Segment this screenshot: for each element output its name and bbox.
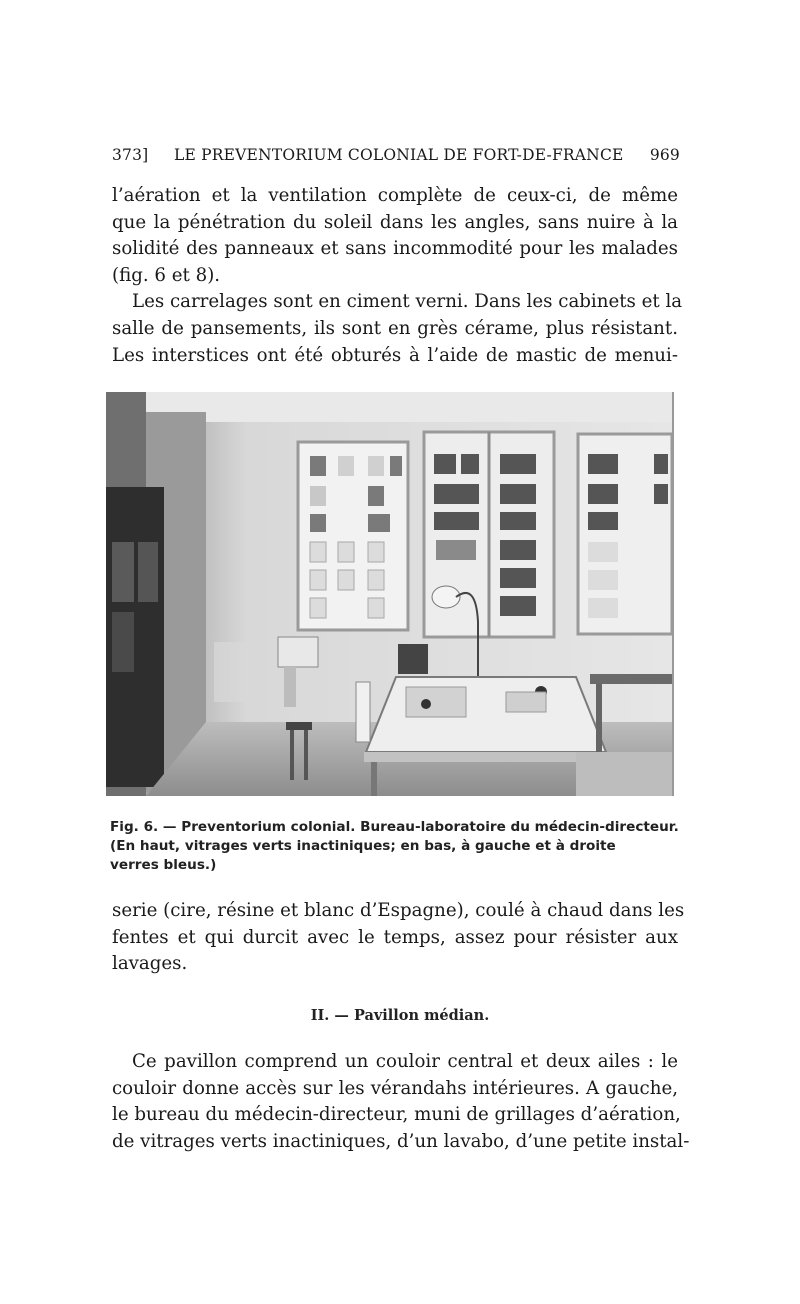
text-line: (fig. 6 et 8).: [112, 264, 221, 286]
text-line: Ce pavillon comprend un couloir central et deux ailes : le: [132, 1051, 678, 1072]
caption-line: Fig. 6. — Preventorium colonial. Bureau-laboratoire du médecin-directeur.: [110, 819, 679, 835]
figure-photograph: [106, 392, 674, 796]
running-head-title: LE PREVENTORIUM COLONIAL DE FORT-DE-FRANCE: [174, 146, 624, 164]
window-right: [578, 434, 672, 634]
text-line: Les carrelages sont en ciment verni. Dans les cabinets et la: [132, 291, 683, 313]
page-number: 969: [649, 146, 680, 164]
caption-line: (En haut, vitrages verts inactiniques; en bas, à gauche et à droite: [110, 838, 616, 854]
text-line: le bureau du médecin-directeur, muni de grillages d’aération,: [112, 1104, 681, 1126]
text-line: l’aération et la ventilation complète de ceux-ci, de même: [112, 185, 678, 206]
paragraph-top: [112, 183, 683, 369]
caption-line: verres bleus.): [110, 857, 217, 873]
text-line: fentes et qui durcit avec le temps, assez pour résister aux: [112, 926, 678, 948]
text-line: Les interstices ont été obturés à l’aide de mastic de menui-: [112, 344, 678, 366]
paragraph-bottom: [112, 1049, 690, 1155]
text-line: couloir donne accès sur les vérandahs intérieures. A gauche,: [112, 1077, 678, 1099]
text-line: de vitrages verts inactiniques, d’un lavabo, d’une petite instal-: [112, 1130, 690, 1152]
section-heading: II. — Pavillon médian.: [310, 1007, 490, 1024]
text-line: lavages.: [112, 953, 188, 975]
paragraph-middle: [112, 898, 685, 978]
office-laboratory-photo: [106, 392, 672, 796]
text-line: solidité des panneaux et sans incommodité pour les malades: [112, 238, 678, 260]
text-line: serie (cire, résine et blanc d’Espagne), coulé à chaud dans les: [112, 900, 685, 921]
figure-caption: [110, 818, 678, 875]
running-head-left-ref: 373]: [112, 146, 149, 164]
window-left: [298, 442, 408, 630]
text-line: salle de pansements, ils sont en grès cérame, plus résistant.: [112, 317, 678, 339]
text-line: que la pénétration du soleil dans les angles, sans nuire à la: [112, 211, 678, 233]
